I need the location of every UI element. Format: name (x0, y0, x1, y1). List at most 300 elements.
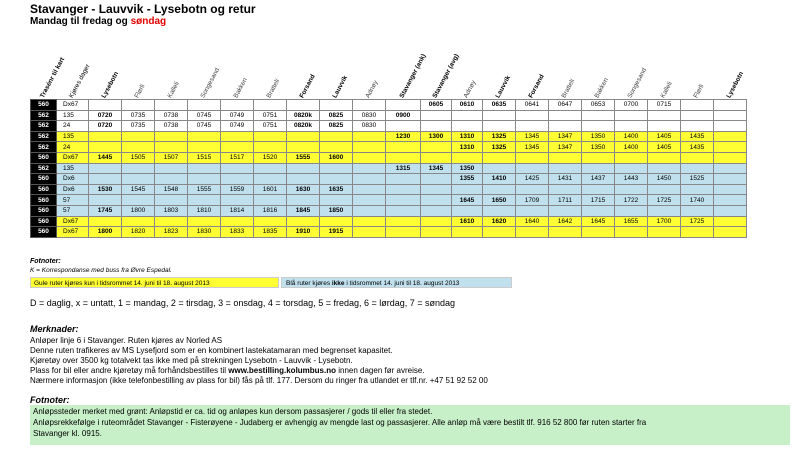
time-cell: 1800 (89, 227, 122, 238)
time-cell (681, 227, 714, 238)
time-cell (155, 163, 188, 174)
time-cell (483, 110, 516, 121)
time-cell (221, 216, 254, 227)
time-cell: 1910 (287, 227, 320, 238)
time-cell: 1814 (221, 205, 254, 216)
time-cell (714, 110, 747, 121)
time-cell: 0751 (254, 121, 287, 132)
time-cell: 1620 (483, 216, 516, 227)
time-cell: 1431 (549, 174, 582, 185)
time-cell (89, 174, 122, 185)
time-cell (452, 152, 483, 163)
time-cell (421, 216, 452, 227)
time-cell (287, 131, 320, 142)
timetable (30, 99, 747, 238)
time-cell (221, 163, 254, 174)
time-cell: 1810 (188, 205, 221, 216)
time-cell: 1315 (386, 163, 421, 174)
footnote-title: Fotnoter: (30, 258, 61, 265)
timetable-row (31, 184, 747, 195)
time-cell: 1425 (516, 174, 549, 185)
time-cell: 1300 (421, 131, 452, 142)
time-cell: 1816 (254, 205, 287, 216)
time-cell (582, 110, 615, 121)
timetable-row (31, 195, 747, 206)
time-cell (549, 184, 582, 195)
time-cell (714, 205, 747, 216)
time-cell (421, 227, 452, 238)
time-cell (421, 195, 452, 206)
time-cell (452, 110, 483, 121)
route-number: 560 (31, 195, 57, 206)
time-cell: 1700 (648, 216, 681, 227)
days-cell: 57 (57, 195, 89, 206)
time-cell (714, 227, 747, 238)
time-cell (287, 195, 320, 206)
time-cell (648, 205, 681, 216)
time-cell (122, 131, 155, 142)
time-cell (353, 100, 386, 111)
green-note-line: Anløpsrekkefølge i ruteområdet Stavanger - Fisterøyene - Judaberg er avhengig av mengde last og passasjerer. Alle anløp må være bestilt tlf. 916 52 800 før ruten starter fra (33, 418, 647, 427)
merknad-line: Kjøretøy over 3500 kg totalvekt tas ikke med på strekningen Lysebotn - Lauvvik - Lysebotn. (30, 356, 353, 365)
footnote-k: K = Korrespondanse med buss fra Øvre Espedal. (30, 267, 172, 274)
footnote2-title: Fotnoter: (30, 395, 70, 405)
time-cell: 1725 (648, 195, 681, 206)
column-header: Bratteli (560, 78, 577, 100)
time-cell (714, 163, 747, 174)
time-cell (221, 142, 254, 153)
timetable-row (31, 216, 747, 227)
column-header: Lauvvik (494, 74, 513, 100)
column-header: Adnøy (364, 79, 380, 100)
time-cell (421, 121, 452, 132)
time-cell: 1350 (582, 142, 615, 153)
time-cell: 1350 (452, 163, 483, 174)
time-cell (615, 163, 648, 174)
time-cell (516, 184, 549, 195)
route-number: 560 (31, 205, 57, 216)
time-cell: 0647 (549, 100, 582, 111)
time-cell (221, 195, 254, 206)
time-cell: 0825 (320, 121, 353, 132)
route-number: 562 (31, 131, 57, 142)
days-cell: Dx6 (57, 184, 89, 195)
time-cell (452, 121, 483, 132)
time-cell: 1520 (254, 152, 287, 163)
green-note-line: Anløpssteder merket med grønt: Anløpstid er ca. tid og anløpes kun dersom passasjerer / gods til eller fra stedet. (33, 407, 433, 416)
time-cell (254, 142, 287, 153)
time-cell: 0738 (155, 121, 188, 132)
time-cell (254, 163, 287, 174)
time-cell (516, 110, 549, 121)
time-cell: 1505 (122, 152, 155, 163)
time-cell (421, 152, 452, 163)
time-cell (452, 184, 483, 195)
legend-blue (281, 277, 512, 288)
time-cell (320, 100, 353, 111)
time-cell: 1601 (254, 184, 287, 195)
time-cell: 1517 (221, 152, 254, 163)
time-cell (681, 121, 714, 132)
time-cell: 1803 (155, 205, 188, 216)
subtitle-days: Mandag til fredag og (30, 16, 131, 27)
merknad-plass-post: innen dagen før avreise. (336, 366, 425, 375)
time-cell (353, 227, 386, 238)
page-title: Stavanger - Lauvvik - Lysebotn og retur (30, 2, 256, 16)
column-header: Forsand (527, 73, 546, 100)
time-cell (254, 100, 287, 111)
time-cell (549, 152, 582, 163)
time-cell (681, 152, 714, 163)
route-number: 560 (31, 100, 57, 111)
column-header: Lauvvik (331, 74, 350, 100)
time-cell (386, 227, 421, 238)
time-cell: 0820k (287, 110, 320, 121)
merknad-info: Nærmere informasjon (ikke telefonbestilling av plass for bil) fås på tlf. 177. Dersom du ringer fra utlandet er tlf.nr. +47 51 92 52 00 (30, 376, 488, 385)
time-cell (89, 163, 122, 174)
time-cell (386, 100, 421, 111)
timetable-row (31, 205, 747, 216)
time-cell (615, 205, 648, 216)
time-cell: 1915 (320, 227, 353, 238)
route-number: 560 (31, 216, 57, 227)
timetable-row (31, 131, 747, 142)
time-cell (386, 174, 421, 185)
column-header: Bakken (593, 76, 610, 100)
time-cell: 1555 (188, 184, 221, 195)
time-cell (287, 142, 320, 153)
time-cell (155, 131, 188, 142)
column-header: Songesand (626, 66, 649, 100)
booking-link[interactable]: www.bestilling.kolumbus.no (228, 366, 337, 375)
time-cell (516, 205, 549, 216)
time-cell (155, 100, 188, 111)
time-cell (386, 152, 421, 163)
time-cell: 1740 (681, 195, 714, 206)
time-cell (287, 100, 320, 111)
time-cell: 1405 (648, 142, 681, 153)
time-cell: 1640 (516, 216, 549, 227)
column-header: Adnøy (462, 79, 478, 100)
merknad-line: Anløper linje 6 i Stavanger. Ruten kjøres av Norled AS (30, 336, 223, 345)
merknad-plass-pre: Plass for bil eller andre kjøretøy må forhåndsbestilles til (30, 366, 229, 375)
time-cell (353, 205, 386, 216)
time-cell: 0653 (582, 100, 615, 111)
days-cell: Dx67 (57, 100, 89, 111)
time-cell: 1347 (549, 131, 582, 142)
time-cell: 0749 (221, 121, 254, 132)
time-cell (122, 142, 155, 153)
time-cell (516, 152, 549, 163)
time-cell: 1445 (89, 152, 122, 163)
time-cell (89, 100, 122, 111)
time-cell: 1725 (681, 216, 714, 227)
time-cell (386, 216, 421, 227)
time-cell (287, 163, 320, 174)
time-cell (421, 205, 452, 216)
time-cell (221, 131, 254, 142)
time-cell: 1437 (582, 174, 615, 185)
time-cell (320, 195, 353, 206)
time-cell (615, 152, 648, 163)
time-cell (155, 216, 188, 227)
time-cell (483, 184, 516, 195)
time-cell (122, 195, 155, 206)
time-cell: 1850 (320, 205, 353, 216)
time-cell (254, 131, 287, 142)
column-header: Stavanger (ank) (398, 52, 428, 100)
legend-blue-bold: ikke (331, 280, 345, 287)
time-cell (714, 184, 747, 195)
time-cell (483, 227, 516, 238)
time-cell: 1530 (89, 184, 122, 195)
time-cell (714, 195, 747, 206)
time-cell: 0641 (516, 100, 549, 111)
time-cell: 1715 (582, 195, 615, 206)
time-cell: 1555 (287, 152, 320, 163)
column-header: Lysebotn (725, 70, 746, 100)
time-cell: 1835 (254, 227, 287, 238)
time-cell: 0751 (254, 110, 287, 121)
time-cell: 1645 (452, 195, 483, 206)
days-cell: Dx6 (57, 174, 89, 185)
time-cell (254, 195, 287, 206)
column-header: Trasénr til kart (39, 56, 67, 100)
time-cell (320, 163, 353, 174)
time-cell (287, 216, 320, 227)
time-cell: 0749 (221, 110, 254, 121)
time-cell (549, 163, 582, 174)
time-cell (681, 100, 714, 111)
time-cell: 1745 (89, 205, 122, 216)
time-cell: 1310 (452, 142, 483, 153)
legend-yellow: Gule ruter kjøres kun i tidsrommet 14. juni til 18. august 2013 (30, 277, 279, 288)
time-cell: 1548 (155, 184, 188, 195)
time-cell: 1635 (320, 184, 353, 195)
time-cell: 1355 (452, 174, 483, 185)
time-cell (714, 174, 747, 185)
merknad-line: Denne ruten trafikeres av MS Lysefjord som er en kombinert lastekatamaran med begrenset kapasitet. (30, 346, 393, 355)
time-cell (254, 174, 287, 185)
time-cell (714, 216, 747, 227)
route-number: 560 (31, 227, 57, 238)
column-header: Bakken (232, 76, 249, 100)
time-cell (89, 195, 122, 206)
time-cell (483, 152, 516, 163)
time-cell (483, 205, 516, 216)
time-cell (386, 195, 421, 206)
time-cell: 0720 (89, 110, 122, 121)
time-cell: 1610 (452, 216, 483, 227)
time-cell: 1345 (421, 163, 452, 174)
days-cell: Dx67 (57, 216, 89, 227)
time-cell: 0820k (287, 121, 320, 132)
time-cell (582, 205, 615, 216)
time-cell: 1722 (615, 195, 648, 206)
days-cell: Dx67 (57, 227, 89, 238)
time-cell (89, 131, 122, 142)
timetable-row (31, 227, 747, 238)
time-cell (353, 184, 386, 195)
time-cell (648, 110, 681, 121)
time-cell: 1230 (386, 131, 421, 142)
time-cell: 1711 (549, 195, 582, 206)
green-note-line: Stavanger kl. 0915. (33, 429, 102, 438)
time-cell: 1410 (483, 174, 516, 185)
time-cell (714, 142, 747, 153)
time-cell (188, 163, 221, 174)
column-header: Songesand (199, 66, 222, 100)
legend-blue-post: i tidsrommet 14. juni til 18. august 2013 (344, 280, 460, 287)
time-cell (516, 121, 549, 132)
time-cell (421, 184, 452, 195)
time-cell (122, 174, 155, 185)
time-cell (452, 205, 483, 216)
time-cell: 0720 (89, 121, 122, 132)
time-cell (155, 174, 188, 185)
time-cell (648, 152, 681, 163)
time-cell (287, 174, 320, 185)
time-cell (122, 216, 155, 227)
time-cell (188, 195, 221, 206)
time-cell (188, 100, 221, 111)
time-cell (122, 163, 155, 174)
time-cell: 1325 (483, 131, 516, 142)
time-cell (648, 227, 681, 238)
time-cell (615, 121, 648, 132)
time-cell: 1310 (452, 131, 483, 142)
column-header: Forsand (298, 73, 317, 100)
column-headers (0, 0, 800, 100)
time-cell (582, 184, 615, 195)
time-cell: 1435 (681, 142, 714, 153)
time-cell (421, 174, 452, 185)
time-cell (386, 121, 421, 132)
days-cell: 135 (57, 163, 89, 174)
time-cell: 1325 (483, 142, 516, 153)
route-number: 560 (31, 174, 57, 185)
time-cell (582, 152, 615, 163)
time-cell (681, 184, 714, 195)
time-cell: 1642 (549, 216, 582, 227)
time-cell (221, 100, 254, 111)
time-cell (549, 205, 582, 216)
time-cell: 1845 (287, 205, 320, 216)
time-cell (122, 100, 155, 111)
route-number: 560 (31, 152, 57, 163)
time-cell: 1823 (155, 227, 188, 238)
time-cell (386, 142, 421, 153)
column-header: Stavanger (avg) (431, 52, 461, 100)
timetable-row (31, 174, 747, 185)
time-cell: 0830 (353, 110, 386, 121)
time-cell: 1559 (221, 184, 254, 195)
timetable-row (31, 142, 747, 153)
time-cell: 1545 (122, 184, 155, 195)
time-cell: 1400 (615, 131, 648, 142)
route-number: 562 (31, 121, 57, 132)
time-cell: 1800 (122, 205, 155, 216)
time-cell: 1450 (648, 174, 681, 185)
time-cell: 0738 (155, 110, 188, 121)
time-cell: 0715 (648, 100, 681, 111)
time-cell: 1655 (615, 216, 648, 227)
column-header: Kjøres dager (68, 63, 92, 100)
time-cell (615, 184, 648, 195)
time-cell: 1830 (188, 227, 221, 238)
days-cell: 24 (57, 121, 89, 132)
time-cell (320, 131, 353, 142)
timetable-row (31, 121, 747, 132)
timetable-row (31, 163, 747, 174)
time-cell (254, 216, 287, 227)
time-cell: 1833 (221, 227, 254, 238)
time-cell (221, 174, 254, 185)
time-cell (353, 216, 386, 227)
time-cell (353, 152, 386, 163)
time-cell: 1350 (582, 131, 615, 142)
days-cell: Dx67 (57, 152, 89, 163)
time-cell: 1525 (681, 174, 714, 185)
column-header: Flørli (692, 83, 706, 100)
time-cell (421, 110, 452, 121)
time-cell (320, 142, 353, 153)
time-cell (452, 227, 483, 238)
time-cell: 1507 (155, 152, 188, 163)
time-cell (582, 227, 615, 238)
time-cell: 0735 (122, 121, 155, 132)
time-cell: 1630 (287, 184, 320, 195)
time-cell (681, 163, 714, 174)
time-cell (648, 184, 681, 195)
days-legend: D = daglig, x = untatt, 1 = mandag, 2 = tirsdag, 3 = onsdag, 4 = torsdag, 5 = fredag, 6 = lørdag, 7 = søndag (30, 298, 456, 308)
time-cell: 1347 (549, 142, 582, 153)
time-cell (89, 216, 122, 227)
time-cell (188, 142, 221, 153)
time-cell: 1650 (483, 195, 516, 206)
time-cell (386, 184, 421, 195)
time-cell: 1820 (122, 227, 155, 238)
time-cell (188, 216, 221, 227)
days-cell: 24 (57, 142, 89, 153)
time-cell (714, 131, 747, 142)
column-header: Lysebotn (100, 70, 121, 100)
time-cell: 0825 (320, 110, 353, 121)
time-cell (483, 121, 516, 132)
time-cell (648, 121, 681, 132)
time-cell (714, 100, 747, 111)
time-cell (516, 163, 549, 174)
subtitle-sunday: søndag (130, 16, 167, 27)
time-cell: 1600 (320, 152, 353, 163)
route-number: 562 (31, 110, 57, 121)
time-cell (549, 121, 582, 132)
time-cell (353, 195, 386, 206)
time-cell (188, 131, 221, 142)
column-header: Kalleli (166, 80, 181, 100)
time-cell: 0745 (188, 121, 221, 132)
time-cell (615, 110, 648, 121)
legend-blue-pre: Blå ruter kjøres (286, 280, 332, 287)
time-cell (681, 205, 714, 216)
time-cell (615, 227, 648, 238)
time-cell (353, 142, 386, 153)
time-cell (89, 142, 122, 153)
time-cell: 0900 (386, 110, 421, 121)
days-cell: 135 (57, 110, 89, 121)
days-cell: 57 (57, 205, 89, 216)
time-cell (421, 142, 452, 153)
